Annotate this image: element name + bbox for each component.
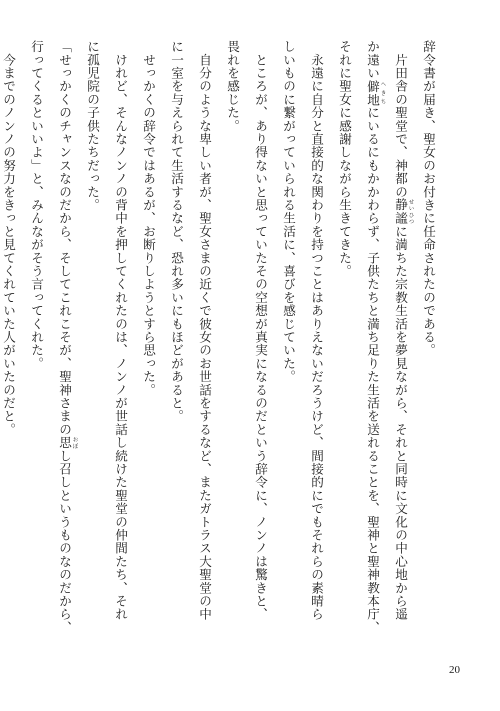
text-line: か遠い僻地 へきちにいるにもかかわらず、子供たちと満ち足りた生活を送れることを、聖神と聖神教本庁、 xyxy=(365,40,386,635)
furigana-ruby: 思 おぼ xyxy=(57,436,78,450)
furigana-ruby: 僻地 へきち xyxy=(365,79,386,107)
text-line: に孤児院の子供たちだった。 xyxy=(85,40,100,212)
text-line: それに聖女に感謝しながら生きてきた。 xyxy=(337,40,352,278)
text-line: 「せっかくのチャンスなのだから、そしてこれこそが、聖神さまの思 おぼし召しというものなのだから、 xyxy=(57,40,78,635)
text-line: 片田舎の聖堂で、神都の静謐 せいひつに満ちた宗教生活を夢見ながら、それと同時に文化の中心地から遥 xyxy=(393,40,414,621)
text-line: に一室を与えられて生活するなど、恐れ多いにもほどがあると。 xyxy=(169,40,184,423)
text-line: けれど、そんなノンノの背中を押してくれたのは、ノンノが世話し続けた聖堂の仲間たち、それ xyxy=(113,40,128,621)
text-line: せっかくの辞令ではあるが、お断りしようとすら思った。 xyxy=(141,40,156,397)
text-line: ところが、あり得ないと思っていたその空想が真実になるのだという辞令に、ノンノは驚きと、 xyxy=(253,40,268,621)
text-line: 今までのノンノの努力をきっと見てくれていた人がいたのだと。 xyxy=(1,40,16,436)
text-line: しいものに繋がっていられる生活に、喜びを感じていた。 xyxy=(281,40,296,384)
furigana-ruby: 静謐 せいひつ xyxy=(393,198,414,225)
text-line: 辞令書が届き、聖女のお付きに任命されたのである。 xyxy=(421,40,436,357)
vertical-text-block xyxy=(0,40,442,660)
page-number: 20 xyxy=(449,664,460,676)
text-line: 畏れを感じた。 xyxy=(225,40,240,133)
text-line: 永遠に自分と直接的な関わりを持つことはありえないだろうけど、間接的にでもそれらの素晴ら xyxy=(309,40,324,621)
text-line: 自分のような卑しい者が、聖女さまの近くで彼女のお世話をするなど、またガトラス大聖堂の中 xyxy=(197,40,212,621)
text-line: 行ってくるといいよ」と、みんながそう言ってくれた。 xyxy=(29,40,44,370)
